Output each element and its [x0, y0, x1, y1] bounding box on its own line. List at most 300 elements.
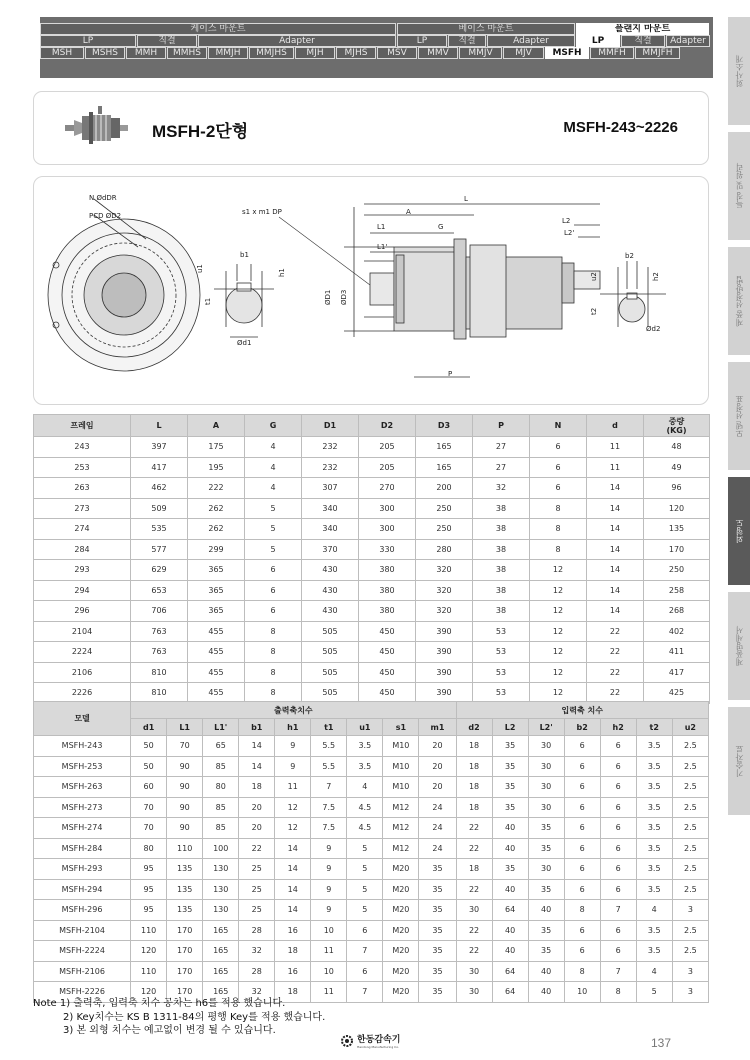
- table-cell: 120: [131, 982, 167, 1003]
- table-cell: 8: [530, 498, 587, 519]
- table-cell: 50: [131, 736, 167, 757]
- table-cell: M10: [383, 736, 419, 757]
- table-cell: 397: [131, 437, 188, 458]
- table-cell: 6: [347, 920, 383, 941]
- table-cell: 96: [644, 478, 710, 499]
- table-cell: 5.5: [311, 756, 347, 777]
- company-logo: [340, 1032, 400, 1049]
- table1-header: P: [473, 415, 530, 437]
- table-cell: 70: [167, 736, 203, 757]
- table-row: [34, 756, 709, 777]
- table-cell: 3.5: [636, 756, 672, 777]
- table-cell: M12: [383, 818, 419, 839]
- input-col-header: u2: [672, 719, 708, 736]
- label-u1: u1: [196, 264, 204, 273]
- table-cell: 8: [245, 662, 302, 683]
- table-cell: 22: [456, 941, 492, 962]
- table-row: [34, 859, 709, 880]
- table-cell: 80: [131, 838, 167, 859]
- table-cell: 5: [347, 838, 383, 859]
- nav-model-tab-10[interactable]: MMJV: [459, 47, 502, 59]
- side-tab-2[interactable]: [728, 247, 750, 355]
- table-cell: 30: [528, 797, 564, 818]
- table1-header: 프레임: [34, 415, 131, 437]
- side-tab-1[interactable]: [728, 132, 750, 240]
- table-cell: 5: [245, 498, 302, 519]
- nav-model-tab-1[interactable]: MSHS: [85, 47, 125, 59]
- table-cell: 85: [203, 756, 239, 777]
- label-b2: b2: [625, 252, 634, 260]
- table-cell: 35: [419, 900, 456, 921]
- nav-mount-tab-1[interactable]: 베이스 마운트: [397, 23, 575, 35]
- table-cell: M10: [383, 756, 419, 777]
- table-cell: 3.5: [347, 756, 383, 777]
- side-tab-label: 외형도: [734, 519, 744, 543]
- nav-drive-tab-2[interactable]: Adapter: [198, 35, 396, 47]
- side-tab-6[interactable]: [728, 707, 750, 815]
- table-cell: 170: [644, 539, 710, 560]
- table-cell: 7: [600, 900, 636, 921]
- table-cell: 2.5: [672, 941, 708, 962]
- model-header: [33, 91, 709, 165]
- table-cell: 30: [456, 982, 492, 1003]
- table-cell: 2224: [34, 642, 131, 663]
- table-cell: 9: [275, 756, 311, 777]
- table-cell: 60: [131, 777, 167, 798]
- nav-drive-tab-4[interactable]: 직결: [448, 35, 486, 47]
- table-cell: 18: [275, 941, 311, 962]
- table-cell: 320: [416, 560, 473, 581]
- table-cell: 8: [245, 642, 302, 663]
- table-cell: 40: [528, 982, 564, 1003]
- table-cell: 320: [416, 601, 473, 622]
- nav-row-mount-type: [40, 23, 710, 35]
- table-cell: 6: [564, 920, 600, 941]
- label-P: P: [448, 370, 453, 378]
- table-cell: MSFH-243: [34, 736, 131, 757]
- table-cell: 307: [302, 478, 359, 499]
- nav-model-tab-4[interactable]: MMJH: [208, 47, 248, 59]
- table-cell: 11: [275, 777, 311, 798]
- table-cell: 6: [564, 859, 600, 880]
- nav-model-tab-7[interactable]: MJHS: [336, 47, 376, 59]
- output-col-header: L1': [203, 719, 239, 736]
- side-tab-label: 기술자료: [734, 745, 744, 777]
- model-navigation: [40, 17, 713, 78]
- table-cell: 763: [131, 642, 188, 663]
- table-cell: 2.5: [672, 838, 708, 859]
- table-row: [34, 478, 710, 499]
- table-cell: 4: [245, 457, 302, 478]
- table-cell: 450: [359, 662, 416, 683]
- output-col-header: L1: [167, 719, 203, 736]
- label-h2: h2: [652, 272, 660, 281]
- table-cell: 411: [644, 642, 710, 663]
- table-cell: 5: [347, 900, 383, 921]
- table-cell: 24: [419, 797, 456, 818]
- nav-drive-tab-3[interactable]: LP: [397, 35, 447, 47]
- table-cell: 12: [530, 580, 587, 601]
- table-cell: 170: [167, 941, 203, 962]
- table-cell: 12: [275, 818, 311, 839]
- table-cell: 706: [131, 601, 188, 622]
- nav-drive-tab-5[interactable]: Adapter: [487, 35, 575, 47]
- nav-drive-tab-1[interactable]: 직결: [137, 35, 197, 47]
- table-cell: 3.5: [347, 736, 383, 757]
- table-cell: 509: [131, 498, 188, 519]
- table1-header: d: [587, 415, 644, 437]
- table-cell: 14: [587, 601, 644, 622]
- table-row: [34, 621, 710, 642]
- table-cell: 35: [419, 961, 456, 982]
- table-cell: 16: [275, 920, 311, 941]
- input-col-header: t2: [636, 719, 672, 736]
- label-u2: u2: [590, 272, 598, 281]
- table-cell: 90: [167, 818, 203, 839]
- table-cell: 12: [530, 662, 587, 683]
- nav-row-model: [40, 47, 681, 59]
- table-cell: 2226: [34, 683, 131, 704]
- table-cell: 6: [530, 457, 587, 478]
- table-cell: 9: [311, 859, 347, 880]
- table-cell: 18: [456, 736, 492, 757]
- table1-header: D2: [359, 415, 416, 437]
- table-cell: 6: [564, 941, 600, 962]
- table-cell: 70: [131, 797, 167, 818]
- nav-model-tab-8[interactable]: MSV: [377, 47, 417, 59]
- table-cell: 3.5: [636, 941, 672, 962]
- side-tab-label: 회사소개: [734, 55, 744, 87]
- table-cell: 18: [239, 777, 275, 798]
- label-D1: ØD1: [324, 289, 332, 305]
- table-cell: 100: [203, 838, 239, 859]
- table-cell: 14: [587, 498, 644, 519]
- table-cell: 30: [456, 961, 492, 982]
- table-cell: 64: [492, 900, 528, 921]
- table-cell: 20: [419, 756, 456, 777]
- table-cell: 30: [528, 736, 564, 757]
- table-row: [34, 900, 709, 921]
- table-cell: 24: [419, 818, 456, 839]
- table-cell: 35: [419, 879, 456, 900]
- note-3: 3) 본 외형 치수는 예고없이 변경 될 수 있습니다.: [63, 1025, 276, 1036]
- table-cell: 5: [245, 519, 302, 540]
- nav-model-tab-11[interactable]: MJV: [503, 47, 544, 59]
- table-cell: 6: [600, 879, 636, 900]
- table-row: [34, 457, 710, 478]
- table-cell: MSFH-2104: [34, 920, 131, 941]
- table-cell: 165: [203, 920, 239, 941]
- table-row: [34, 539, 710, 560]
- table-cell: 9: [275, 736, 311, 757]
- table-cell: 22: [587, 621, 644, 642]
- nav-model-tab-5[interactable]: MMJHS: [249, 47, 294, 59]
- table-cell: 653: [131, 580, 188, 601]
- table-cell: 380: [359, 601, 416, 622]
- table-cell: 535: [131, 519, 188, 540]
- table-cell: 9: [311, 879, 347, 900]
- table-cell: 53: [473, 621, 530, 642]
- table-cell: 273: [34, 498, 131, 519]
- table-cell: 12: [530, 683, 587, 704]
- table-cell: MSFH-293: [34, 859, 131, 880]
- page-number: 137: [651, 1036, 672, 1050]
- table-cell: 417: [131, 457, 188, 478]
- table-cell: MSFH-274: [34, 818, 131, 839]
- table1-header: D1: [302, 415, 359, 437]
- table-cell: 30: [528, 777, 564, 798]
- table-cell: 7.5: [311, 797, 347, 818]
- table1-header: L: [131, 415, 188, 437]
- nav-mount-tab-0[interactable]: 케이스 마운트: [40, 23, 396, 35]
- table-cell: 253: [34, 457, 131, 478]
- table-cell: 430: [302, 580, 359, 601]
- table-cell: 243: [34, 437, 131, 458]
- table-cell: 455: [188, 662, 245, 683]
- table-cell: 3.5: [636, 777, 672, 798]
- table-cell: 340: [302, 519, 359, 540]
- table-row: [34, 736, 709, 757]
- label-b1: b1: [240, 251, 249, 259]
- input-col-header: L2': [528, 719, 564, 736]
- table-row: [34, 838, 709, 859]
- nav-model-tab-12[interactable]: MSFH: [545, 47, 589, 59]
- table-cell: 2.5: [672, 818, 708, 839]
- table-cell: 4: [245, 478, 302, 499]
- table-cell: 53: [473, 642, 530, 663]
- logo-subtext: Handong Manufacturing Co.: [357, 1045, 400, 1049]
- table-cell: 40: [528, 900, 564, 921]
- model-title: MSFH-2단형: [152, 122, 249, 141]
- table-cell: 299: [188, 539, 245, 560]
- table-cell: 268: [644, 601, 710, 622]
- table-cell: 2.5: [672, 797, 708, 818]
- table-row: [34, 879, 709, 900]
- side-tab-0[interactable]: [728, 17, 750, 125]
- shaft-dimension-table: [33, 701, 709, 1003]
- table-row: [34, 797, 709, 818]
- table-cell: 2.5: [672, 736, 708, 757]
- input-shaft-header: 입력축 치수: [456, 702, 708, 719]
- table-cell: 455: [188, 683, 245, 704]
- table-cell: M20: [383, 900, 419, 921]
- table-cell: 170: [167, 961, 203, 982]
- table-cell: 4: [347, 777, 383, 798]
- table-row: [34, 941, 709, 962]
- table-cell: 135: [167, 879, 203, 900]
- table-cell: 3.5: [636, 920, 672, 941]
- table-cell: 250: [644, 560, 710, 581]
- nav-drive-tab-7[interactable]: 직결: [621, 35, 665, 47]
- nav-model-tab-0[interactable]: MSH: [40, 47, 84, 59]
- table-cell: 20: [419, 777, 456, 798]
- side-tab-label: 제품 선정방법: [734, 275, 744, 327]
- table-cell: 340: [302, 498, 359, 519]
- side-tab-5[interactable]: [728, 592, 750, 700]
- table-cell: 40: [492, 879, 528, 900]
- label-ndr: N ØdDR: [89, 194, 117, 202]
- table-row: [34, 920, 709, 941]
- table-cell: 25: [239, 879, 275, 900]
- table-cell: M20: [383, 982, 419, 1003]
- output-col-header: u1: [347, 719, 383, 736]
- table-cell: 14: [587, 580, 644, 601]
- table-cell: M20: [383, 859, 419, 880]
- nav-model-tab-6[interactable]: MJH: [295, 47, 335, 59]
- table-cell: 274: [34, 519, 131, 540]
- label-L1p: L1': [377, 243, 388, 251]
- table-cell: 35: [528, 920, 564, 941]
- flange-front-view: [48, 199, 200, 371]
- table-row: [34, 601, 710, 622]
- table-cell: 417: [644, 662, 710, 683]
- table-cell: 32: [239, 982, 275, 1003]
- table-cell: 250: [416, 519, 473, 540]
- table-row: [34, 560, 710, 581]
- table-cell: 8: [564, 961, 600, 982]
- table-cell: 35: [419, 920, 456, 941]
- table-cell: 7: [311, 777, 347, 798]
- table-cell: 629: [131, 560, 188, 581]
- table-cell: 35: [492, 736, 528, 757]
- output-col-header: h1: [275, 719, 311, 736]
- label-d1: Ød1: [237, 339, 252, 347]
- side-tab-4[interactable]: [728, 477, 750, 585]
- table-cell: M12: [383, 838, 419, 859]
- table-cell: 6: [600, 818, 636, 839]
- nav-model-tab-9[interactable]: MMV: [418, 47, 458, 59]
- table-row: [34, 580, 710, 601]
- table1-header: A: [188, 415, 245, 437]
- table-cell: 35: [419, 859, 456, 880]
- table-cell: M20: [383, 941, 419, 962]
- table-cell: 130: [203, 859, 239, 880]
- table-cell: M20: [383, 920, 419, 941]
- nav-model-tab-2[interactable]: MMH: [126, 47, 166, 59]
- table-cell: 165: [203, 941, 239, 962]
- table-cell: 28: [239, 961, 275, 982]
- table-cell: 390: [416, 683, 473, 704]
- table-cell: 14: [275, 859, 311, 880]
- table-cell: 65: [203, 736, 239, 757]
- table-cell: 35: [528, 941, 564, 962]
- input-col-header: b2: [564, 719, 600, 736]
- frame-dimension-table: [33, 414, 710, 704]
- table-cell: 6: [564, 736, 600, 757]
- note-1: Note 1) 출력축, 입력축 치수 공차는 h6를 적용 했습니다.: [33, 998, 286, 1009]
- table-cell: 294: [34, 580, 131, 601]
- table-cell: 450: [359, 642, 416, 663]
- table-cell: MSFH-263: [34, 777, 131, 798]
- table-cell: 6: [564, 838, 600, 859]
- table-cell: MSFH-294: [34, 879, 131, 900]
- table-cell: 320: [416, 580, 473, 601]
- table-cell: 4.5: [347, 818, 383, 839]
- table-cell: 365: [188, 560, 245, 581]
- table-cell: 330: [359, 539, 416, 560]
- side-tab-3[interactable]: [728, 362, 750, 470]
- side-tab-label: 제품명세서: [734, 626, 744, 666]
- table-cell: 270: [359, 478, 416, 499]
- output-shaft-end-view: [214, 264, 274, 337]
- table-cell: 390: [416, 621, 473, 642]
- table-cell: 12: [275, 797, 311, 818]
- table-cell: 95: [131, 879, 167, 900]
- table-cell: 505: [302, 642, 359, 663]
- table-cell: 64: [492, 982, 528, 1003]
- table-cell: 40: [492, 941, 528, 962]
- table-cell: 35: [419, 941, 456, 962]
- table-cell: 6: [600, 838, 636, 859]
- table-cell: 49: [644, 457, 710, 478]
- nav-mount-tab-2[interactable]: 플랜지 마운트: [576, 23, 709, 35]
- table-cell: 30: [528, 756, 564, 777]
- table-cell: 3.5: [636, 879, 672, 900]
- table-cell: 35: [492, 797, 528, 818]
- nav-drive-tab-8[interactable]: Adapter: [666, 35, 710, 47]
- table-cell: 6: [347, 961, 383, 982]
- table-cell: 95: [131, 859, 167, 880]
- nav-model-tab-13[interactable]: MMFH: [590, 47, 634, 59]
- table-cell: 14: [275, 879, 311, 900]
- nav-model-tab-14[interactable]: MMJFH: [635, 47, 680, 59]
- nav-drive-tab-6[interactable]: LP: [576, 35, 620, 47]
- table-cell: 8: [530, 539, 587, 560]
- output-col-header: t1: [311, 719, 347, 736]
- table-cell: 195: [188, 457, 245, 478]
- table-cell: M20: [383, 961, 419, 982]
- table-cell: 25: [239, 859, 275, 880]
- table-cell: 284: [34, 539, 131, 560]
- label-A: A: [406, 208, 411, 216]
- table-cell: 135: [167, 859, 203, 880]
- table-cell: 130: [203, 879, 239, 900]
- table-cell: MSFH-253: [34, 756, 131, 777]
- output-col-header: b1: [239, 719, 275, 736]
- table-cell: 365: [188, 601, 245, 622]
- table-cell: 450: [359, 683, 416, 704]
- label-t2: t2: [590, 307, 598, 315]
- table-cell: 430: [302, 601, 359, 622]
- table-cell: 120: [131, 941, 167, 962]
- table-cell: 10: [564, 982, 600, 1003]
- table-cell: 11: [311, 982, 347, 1003]
- table-cell: MSFH-2106: [34, 961, 131, 982]
- nav-model-tab-3[interactable]: MMHS: [167, 47, 207, 59]
- table-cell: 2.5: [672, 859, 708, 880]
- table-cell: 300: [359, 519, 416, 540]
- technical-drawing: [34, 177, 709, 405]
- table-cell: 390: [416, 662, 473, 683]
- table-cell: 53: [473, 662, 530, 683]
- table-cell: 40: [492, 818, 528, 839]
- table-cell: 8: [245, 621, 302, 642]
- table-cell: 262: [188, 498, 245, 519]
- table-cell: 14: [587, 560, 644, 581]
- nav-drive-tab-0[interactable]: LP: [40, 35, 136, 47]
- table-cell: 28: [239, 920, 275, 941]
- table-cell: M12: [383, 797, 419, 818]
- table-cell: 300: [359, 498, 416, 519]
- input-col-header: d2: [456, 719, 492, 736]
- table-cell: 40: [492, 838, 528, 859]
- table-cell: 40: [528, 961, 564, 982]
- table-cell: 20: [419, 736, 456, 757]
- table-cell: 135: [167, 900, 203, 921]
- table-cell: 110: [131, 920, 167, 941]
- table-cell: 4: [636, 961, 672, 982]
- table-cell: 130: [203, 900, 239, 921]
